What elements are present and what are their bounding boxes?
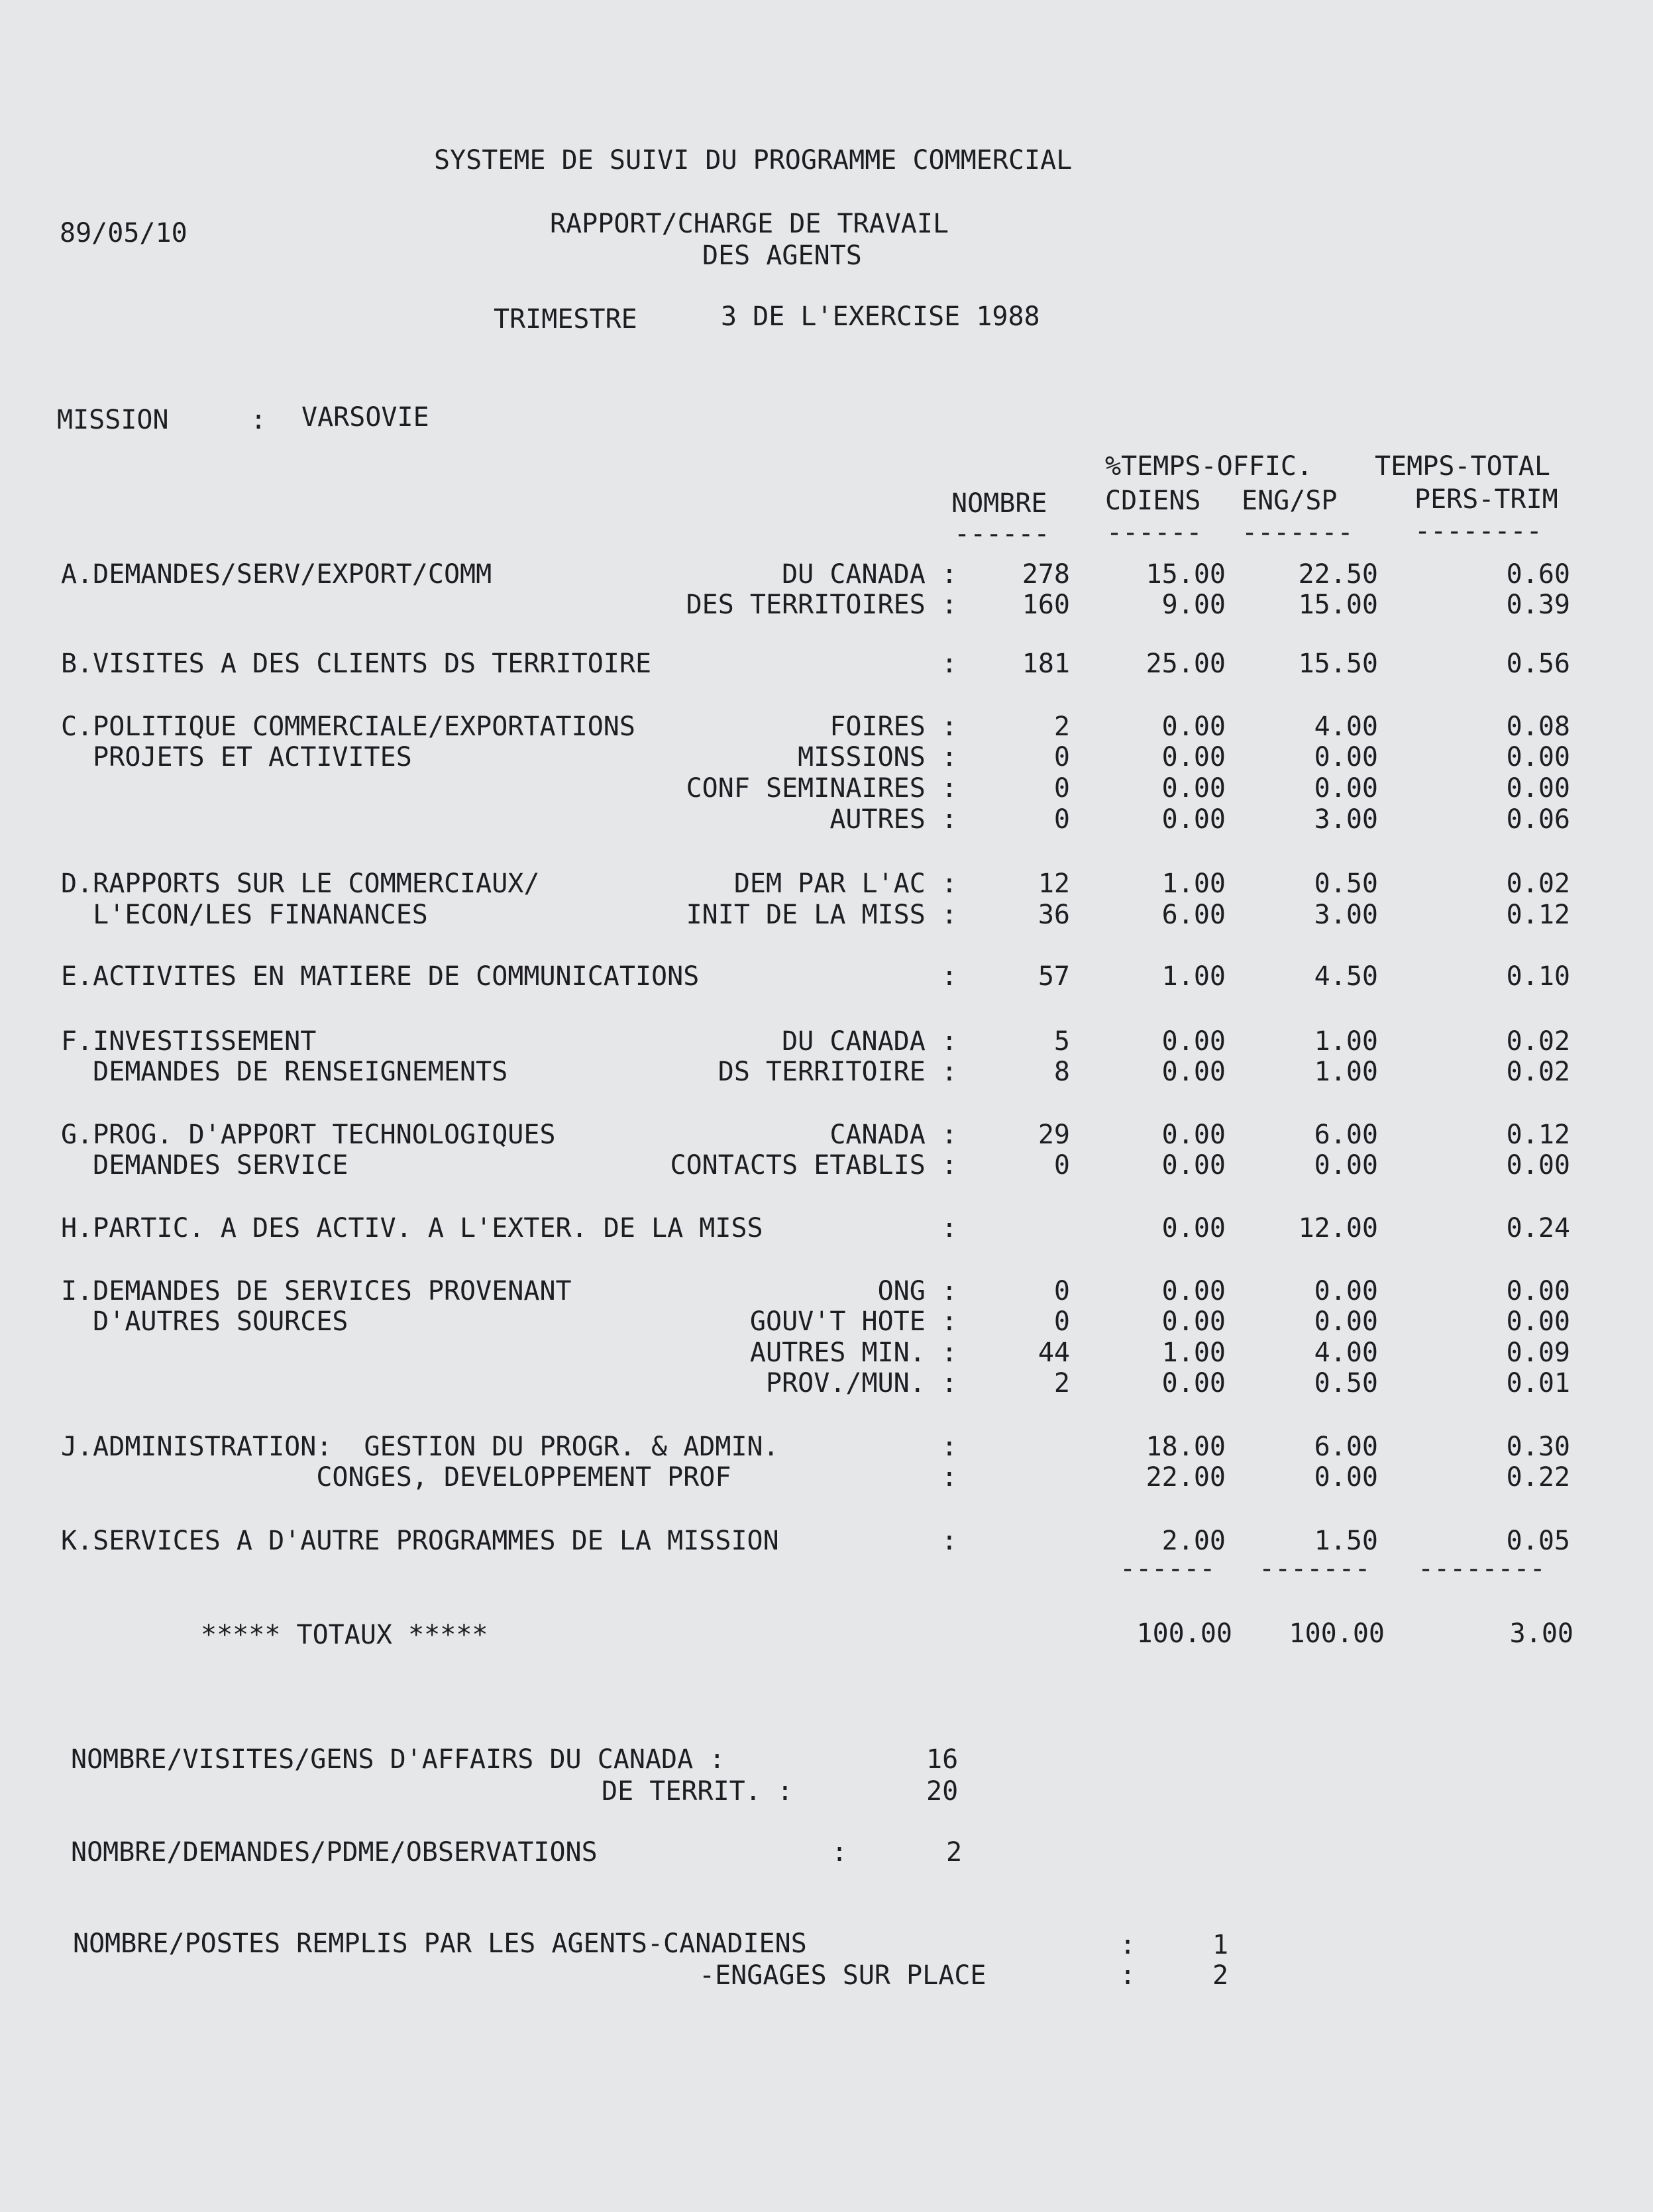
row-nombre: 181 <box>1022 649 1070 679</box>
row-sublabel: : <box>941 649 957 679</box>
row-cdiens: 25.00 <box>1146 649 1226 679</box>
row-eng-sp: 22.50 <box>1298 559 1378 590</box>
row-label: G.PROG. D'APPORT TECHNOLOGIQUES <box>61 1120 556 1150</box>
row-label: PROJETS ET ACTIVITES <box>61 742 412 772</box>
row-eng-sp: 0.00 <box>1314 1150 1378 1181</box>
row-cdiens: 0.00 <box>1161 742 1226 772</box>
row-sublabel: : <box>941 1213 957 1243</box>
row-label: DEMANDES SERVICE <box>61 1150 348 1181</box>
row-cdiens: 2.00 <box>1161 1526 1226 1556</box>
row-nombre: 278 <box>1022 559 1070 590</box>
visites-territ-label: DE TERRIT. : <box>602 1776 793 1807</box>
row-cdiens: 0.00 <box>1161 773 1226 804</box>
row-nombre: 44 <box>1038 1338 1070 1368</box>
row-pers-trim: 0.02 <box>1506 869 1570 899</box>
row-cdiens: 0.00 <box>1161 1026 1226 1057</box>
visites-canada-label: NOMBRE/VISITES/GENS D'AFFAIRS DU CANADA : <box>71 1744 725 1775</box>
row-cdiens: 0.00 <box>1161 1368 1226 1398</box>
row-nombre: 0 <box>1053 804 1070 835</box>
postes-canadiens-label: NOMBRE/POSTES REMPLIS PAR LES AGENTS-CANADIENS <box>73 1928 807 1959</box>
pdme-value: 2 <box>946 1837 963 1868</box>
report-date: 89/05/10 <box>60 218 187 248</box>
row-label: DEMANDES DE RENSEIGNEMENTS <box>61 1057 508 1087</box>
row-cdiens: 1.00 <box>1161 869 1226 899</box>
row-pers-trim: 0.10 <box>1506 961 1570 992</box>
rule-pers-trim: -------- <box>1414 516 1542 547</box>
row-sublabel: DU CANADA : <box>782 559 957 590</box>
row-pers-trim: 0.05 <box>1506 1526 1570 1556</box>
row-sublabel: DEM PAR L'AC : <box>733 869 957 899</box>
postes-place-separator: : <box>1120 1960 1136 1991</box>
row-eng-sp: 6.00 <box>1314 1432 1378 1462</box>
row-cdiens: 0.00 <box>1161 804 1226 835</box>
row-pers-trim: 0.09 <box>1506 1338 1570 1368</box>
row-pers-trim: 0.02 <box>1506 1057 1570 1087</box>
row-pers-trim: 0.06 <box>1506 804 1570 835</box>
postes-canadiens-value: 1 <box>1212 1930 1229 1960</box>
row-cdiens: 0.00 <box>1161 711 1226 742</box>
postes-canadiens-separator: : <box>1120 1930 1136 1960</box>
header-cdiens: CDIENS <box>1105 486 1201 516</box>
row-sublabel: : <box>941 961 957 992</box>
mission-label: MISSION <box>57 405 169 435</box>
postes-place-value: 2 <box>1212 1960 1229 1991</box>
row-pers-trim: 0.08 <box>1506 711 1570 742</box>
row-sublabel: MISSIONS : <box>798 742 957 772</box>
row-label: B.VISITES A DES CLIENTS DS TERRITOIRE <box>61 649 652 679</box>
row-label: D'AUTRES SOURCES <box>61 1306 348 1337</box>
row-sublabel: CANADA : <box>829 1120 957 1150</box>
row-sublabel: : <box>941 1526 957 1556</box>
row-nombre: 5 <box>1053 1026 1070 1057</box>
report-title-line1: RAPPORT/CHARGE DE TRAVAIL <box>550 209 949 239</box>
row-sublabel: DU CANADA : <box>782 1026 957 1057</box>
row-cdiens: 9.00 <box>1161 590 1226 620</box>
header-eng-sp: ENG/SP <box>1242 486 1338 516</box>
row-nombre: 12 <box>1038 869 1070 899</box>
row-eng-sp: 1.00 <box>1314 1026 1378 1057</box>
row-sublabel: CONF SEMINAIRES : <box>686 773 957 804</box>
row-cdiens: 0.00 <box>1161 1057 1226 1087</box>
row-eng-sp: 0.50 <box>1314 869 1378 899</box>
row-eng-sp: 4.00 <box>1314 1338 1378 1368</box>
rule-cdiens: ------ <box>1106 517 1202 548</box>
header-temps-total: TEMPS-TOTAL <box>1375 451 1550 482</box>
row-eng-sp: 4.50 <box>1314 961 1378 992</box>
row-sublabel: ONG : <box>877 1276 957 1306</box>
row-sublabel: : <box>941 1462 957 1493</box>
row-sublabel: CONTACTS ETABLIS : <box>670 1150 957 1181</box>
row-sublabel: PROV./MUN. : <box>766 1368 957 1398</box>
total-rule-eng-sp: ------- <box>1259 1554 1371 1584</box>
row-cdiens: 1.00 <box>1161 1338 1226 1368</box>
row-label: C.POLITIQUE COMMERCIALE/EXPORTATIONS <box>61 711 635 742</box>
header-temps-offic: %TEMPS-OFFIC. <box>1105 451 1313 482</box>
row-pers-trim: 0.30 <box>1506 1432 1570 1462</box>
total-rule-pers-trim: -------- <box>1418 1554 1546 1584</box>
trimestre-label: TRIMESTRE <box>494 304 637 335</box>
row-cdiens: 1.00 <box>1161 961 1226 992</box>
row-nombre: 0 <box>1053 742 1070 772</box>
row-label: J.ADMINISTRATION: GESTION DU PROGR. & ADMIN. <box>61 1432 779 1462</box>
row-sublabel: DES TERRITOIRES : <box>686 590 957 620</box>
header-pers-trim: PERS-TRIM <box>1414 484 1558 515</box>
row-pers-trim: 0.00 <box>1506 773 1570 804</box>
row-eng-sp: 3.00 <box>1314 900 1378 930</box>
row-cdiens: 0.00 <box>1161 1306 1226 1337</box>
row-pers-trim: 0.00 <box>1506 1150 1570 1181</box>
row-pers-trim: 0.12 <box>1506 1120 1570 1150</box>
row-nombre: 8 <box>1053 1057 1070 1087</box>
row-cdiens: 22.00 <box>1146 1462 1226 1493</box>
row-cdiens: 6.00 <box>1161 900 1226 930</box>
row-sublabel: FOIRES : <box>829 711 957 742</box>
row-pers-trim: 0.39 <box>1506 590 1570 620</box>
row-pers-trim: 0.24 <box>1506 1213 1570 1243</box>
row-eng-sp: 0.00 <box>1314 773 1378 804</box>
row-sublabel: INIT DE LA MISS : <box>686 900 957 930</box>
report-title-line2: DES AGENTS <box>702 240 862 271</box>
row-label: L'ECON/LES FINANANCES <box>61 900 428 930</box>
row-pers-trim: 0.00 <box>1506 1276 1570 1306</box>
row-nombre: 0 <box>1053 1306 1070 1337</box>
row-eng-sp: 6.00 <box>1314 1120 1378 1150</box>
row-sublabel: : <box>941 1432 957 1462</box>
row-eng-sp: 12.00 <box>1298 1213 1378 1243</box>
row-cdiens: 0.00 <box>1161 1120 1226 1150</box>
header-nombre: NOMBRE <box>951 488 1047 519</box>
row-cdiens: 0.00 <box>1161 1150 1226 1181</box>
row-cdiens: 15.00 <box>1146 559 1226 590</box>
visites-canada-value: 16 <box>926 1744 959 1775</box>
row-label: A.DEMANDES/SERV/EXPORT/COMM <box>61 559 492 590</box>
pdme-separator: : <box>831 1837 848 1868</box>
row-sublabel: AUTRES MIN. : <box>749 1338 957 1368</box>
row-eng-sp: 1.50 <box>1314 1526 1378 1556</box>
row-eng-sp: 0.00 <box>1314 1306 1378 1337</box>
row-label: K.SERVICES A D'AUTRE PROGRAMMES DE LA MISSION <box>61 1526 779 1556</box>
row-nombre: 0 <box>1053 1150 1070 1181</box>
row-eng-sp: 0.50 <box>1314 1368 1378 1398</box>
row-cdiens: 18.00 <box>1146 1432 1226 1462</box>
row-pers-trim: 0.56 <box>1506 649 1570 679</box>
row-pers-trim: 0.22 <box>1506 1462 1570 1493</box>
row-nombre: 2 <box>1053 711 1070 742</box>
pdme-label: NOMBRE/DEMANDES/PDME/OBSERVATIONS <box>71 1837 598 1868</box>
row-nombre: 2 <box>1053 1368 1070 1398</box>
row-eng-sp: 0.00 <box>1314 742 1378 772</box>
row-cdiens: 0.00 <box>1161 1276 1226 1306</box>
row-nombre: 0 <box>1053 1276 1070 1306</box>
row-pers-trim: 0.02 <box>1506 1026 1570 1057</box>
row-label: E.ACTIVITES EN MATIERE DE COMMUNICATIONS <box>61 961 700 992</box>
row-label: F.INVESTISSEMENT <box>61 1026 317 1057</box>
visites-territ-value: 20 <box>926 1776 959 1807</box>
mission-value: VARSOVIE <box>301 402 429 433</box>
rule-eng-sp: ------- <box>1242 517 1354 548</box>
row-nombre: 57 <box>1038 961 1070 992</box>
row-pers-trim: 0.60 <box>1506 559 1570 590</box>
mission-separator: : <box>250 405 267 435</box>
rule-nombre: ------ <box>954 519 1050 549</box>
row-eng-sp: 15.50 <box>1298 649 1378 679</box>
row-pers-trim: 0.01 <box>1506 1368 1570 1398</box>
row-label: D.RAPPORTS SUR LE COMMERCIAUX/ <box>61 869 540 899</box>
trimestre-value: 3 DE L'EXERCISE 1988 <box>721 301 1040 332</box>
row-cdiens: 0.00 <box>1161 1213 1226 1243</box>
row-sublabel: GOUV'T HOTE : <box>749 1306 957 1337</box>
row-nombre: 36 <box>1038 900 1070 930</box>
total-eng-sp: 100.00 <box>1289 1618 1385 1649</box>
row-pers-trim: 0.00 <box>1506 1306 1570 1337</box>
total-rule-cdiens: ------ <box>1120 1554 1216 1584</box>
row-sublabel: DS TERRITOIRE : <box>718 1057 957 1087</box>
row-pers-trim: 0.12 <box>1506 900 1570 930</box>
row-eng-sp: 0.00 <box>1314 1462 1378 1493</box>
row-nombre: 29 <box>1038 1120 1070 1150</box>
row-eng-sp: 4.00 <box>1314 711 1378 742</box>
row-nombre: 160 <box>1022 590 1070 620</box>
total-cdiens: 100.00 <box>1136 1618 1232 1649</box>
total-pers-trim: 3.00 <box>1509 1618 1573 1649</box>
row-eng-sp: 15.00 <box>1298 590 1378 620</box>
row-label: I.DEMANDES DE SERVICES PROVENANT <box>61 1276 572 1306</box>
row-nombre: 0 <box>1053 773 1070 804</box>
system-title: SYSTEME DE SUIVI DU PROGRAMME COMMERCIAL <box>434 145 1073 176</box>
row-pers-trim: 0.00 <box>1506 742 1570 772</box>
row-label: CONGES, DEVELOPPEMENT PROF <box>61 1462 731 1493</box>
row-label: H.PARTIC. A DES ACTIV. A L'EXTER. DE LA MISS <box>61 1213 763 1243</box>
postes-place-label: -ENGAGES SUR PLACE <box>699 1960 986 1991</box>
row-eng-sp: 1.00 <box>1314 1057 1378 1087</box>
row-eng-sp: 0.00 <box>1314 1276 1378 1306</box>
row-eng-sp: 3.00 <box>1314 804 1378 835</box>
totals-label: ***** TOTAUX ***** <box>201 1620 488 1650</box>
row-sublabel: AUTRES : <box>829 804 957 835</box>
